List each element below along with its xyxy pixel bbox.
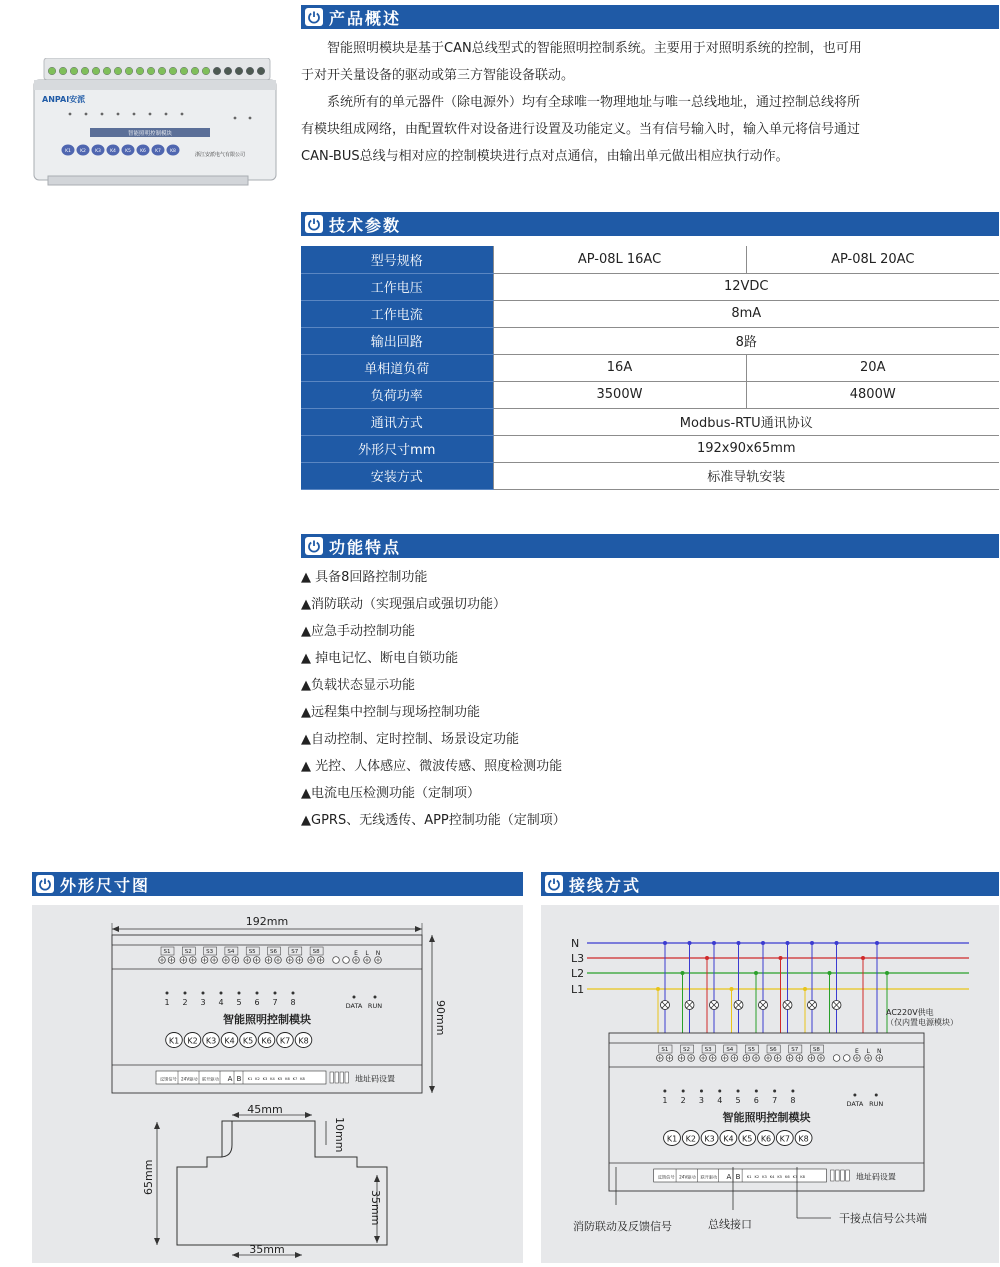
overview-line-1: 智能照明模块是基于CAN总线型式的智能照明控制系统。主要用于对照明系统的控制，也可用 [301,41,862,56]
photo-led [133,113,136,116]
channel-number: 3 [200,998,206,1007]
channel-number: 2 [680,1096,686,1105]
photo-key [152,145,165,156]
spec-row [301,327,999,354]
photo-key-label: K3 [95,149,101,154]
lamp-icon [685,1001,694,1010]
photo-led [234,117,237,120]
spec-row [301,354,999,381]
dry-contact-terminal-label: K1 [247,1077,253,1081]
key-label: K7 [779,1134,790,1144]
terminal-label: S6 [270,949,277,955]
channel-number: 3 [698,1096,705,1105]
bottom-terminal-label: 24V驱动 [181,1076,198,1082]
terminal-label: S4 [726,1047,734,1053]
key-button [277,1033,294,1048]
spec-label: 工作电压 [301,273,493,300]
terminal-label: S6 [769,1047,777,1053]
key-label: K6 [760,1134,772,1144]
spec-label: 工作电流 [301,300,493,327]
photo-led [149,113,152,116]
photo-terminal [125,67,133,75]
feature-item: ▲应急手动控制功能 [301,624,415,639]
dimension-drawing [32,905,523,1263]
photo-key-label: K8 [170,149,176,154]
top-step-label: 10mm [333,1117,346,1153]
photo-terminal [235,67,243,75]
key-button [720,1131,737,1146]
wiring-diagram [541,905,999,1263]
photo-key [92,145,105,156]
dry-contact-terminal-label: K4 [769,1175,775,1179]
key-button [795,1131,812,1146]
photo-terminal [169,67,177,75]
key-label: K1 [666,1134,678,1144]
spec-row [301,246,999,273]
spec-value: 12VDC [493,273,999,300]
photo-key [137,145,150,156]
top-width-label: 45mm [247,1103,283,1116]
channel-number: 1 [662,1096,668,1105]
key-label: K5 [242,1036,254,1046]
ac-note-2: （仅内置电源模块） [886,1018,958,1027]
lamp-icon [710,1001,719,1010]
photo-terminal [147,67,155,75]
photo-terminal [158,67,166,75]
side-label: 35mm [369,1190,382,1226]
photo-key-label: K6 [140,149,146,154]
photo-terminal [202,67,210,75]
feature-item: ▲ 光控、人体感应、微波传感、照度检测功能 [301,759,563,774]
terminal-label: S2 [184,949,192,955]
spec-row [301,408,999,435]
photo-terminal [103,67,111,75]
key-label: K2 [685,1134,696,1144]
photo-led [181,113,184,116]
dry-contact-terminal-label: K4 [270,1077,275,1081]
key-button [203,1033,220,1048]
dry-contact-terminal-label: K6 [285,1077,290,1081]
spec-value: 8mA [493,300,999,327]
bottom-label: 35mm [249,1243,285,1256]
key-label: K7 [279,1036,291,1046]
key-button [295,1033,312,1048]
channel-number: 6 [254,998,260,1007]
terminal-label: S8 [312,949,320,955]
feature-item: ▲ 具备8回路控制功能 [301,570,428,585]
phase-label: L3 [571,952,585,965]
module-name: 智能照明控制模块 [223,1013,311,1026]
feature-item: ▲电流电压检测功能（定制项） [301,786,480,801]
key-label: K5 [742,1134,753,1144]
dry-contact-terminal-label: K7 [292,1077,298,1081]
power-icon [305,8,323,26]
key-button [166,1033,183,1048]
key-label: K1 [168,1036,180,1046]
power-icon [305,537,323,555]
photo-led [249,117,252,120]
channel-number: 7 [772,1096,778,1105]
photo-terminal [59,67,67,75]
spec-value-b: 4800W [746,381,999,408]
channel-number: 7 [272,998,278,1007]
feature-item: ▲远程集中控制与现场控制功能 [301,705,480,720]
bus-terminal-label: B [236,1075,242,1083]
dry-contact-terminal-label: K3 [762,1175,767,1179]
lamp-icon [832,1001,841,1010]
phase-label: L1 [571,983,585,996]
channel-number: 8 [290,998,296,1007]
wiring-panel [541,905,999,1263]
power-icon [36,875,54,893]
dry-contact-terminal-label: K2 [754,1175,760,1179]
photo-terminal [70,67,78,75]
feature-item: ▲ 掉电记忆、断电自锁功能 [301,651,459,666]
overview-line-5: CAN-BUS总线与相对应的控制模块进行点对点通信，由输出单元做出相应执行动作。 [301,149,789,164]
terminal-label: S2 [683,1047,691,1053]
spec-label: 负荷功率 [301,381,493,408]
terminal-label: S3 [206,949,214,955]
lamp-icon [808,1001,817,1010]
power-icon [545,875,563,893]
terminal-label: S7 [291,949,299,955]
dimensions-title: 外形尺寸图 [60,875,151,895]
photo-key [107,145,120,156]
bottom-terminal-label: 联开驱动 [202,1076,219,1082]
photo-led [85,113,88,116]
dry-contact-terminal-label: K8 [800,1175,805,1179]
terminal-label: S5 [747,1047,755,1053]
terminal-label: S1 [163,949,171,955]
features-header [301,534,999,558]
photo-key-label: K2 [80,149,86,154]
overview-header [301,5,999,29]
key-label: K4 [723,1134,734,1144]
specs-title: 技术参数 [329,215,402,235]
photo-terminal [246,67,254,75]
lamp-icon [759,1001,768,1010]
spec-row [301,273,999,300]
photo-terminal [48,67,56,75]
address-setting-label: 地址码设置 [355,1074,395,1084]
power-terminal-label: N [375,950,381,957]
overview-title: 产品概述 [329,8,402,28]
channel-number: 2 [182,998,188,1007]
spec-value: Modbus-RTU通讯协议 [493,408,999,435]
spec-row [301,381,999,408]
dimensions-panel [32,905,523,1263]
terminal-label: S7 [791,1047,799,1053]
bus-terminal-label: A [726,1173,732,1181]
key-button [758,1131,775,1146]
key-label: K4 [224,1036,235,1046]
channel-number: 8 [790,1096,796,1105]
dry-contact-terminal-label: K2 [255,1077,260,1081]
dry-contact-terminal-label: K1 [746,1175,752,1179]
channel-number: 4 [218,998,224,1007]
channel-number: 6 [753,1096,759,1105]
photo-terminal [191,67,199,75]
spec-value-a: 3500W [493,381,746,408]
height-dim-label: 90mm [434,1000,447,1036]
bottom-terminal-label: 反馈信号 [160,1076,177,1082]
spec-value: 标准导轨安装 [493,462,999,489]
wiring-title: 接线方式 [569,875,642,895]
power-icon [305,215,323,233]
spec-label: 单相道负荷 [301,354,493,381]
run-led-label: RUN [367,1002,383,1010]
lamp-icon [783,1001,792,1010]
photo-key [62,145,75,156]
spec-value-b: 20A [746,354,999,381]
dry-contact-terminal-label: K6 [785,1175,790,1179]
photo-terminal [92,67,100,75]
dry-contact-terminal-label: K5 [777,1175,783,1179]
spec-value: 192x90x65mm [493,435,999,462]
key-label: K8 [298,1036,309,1046]
spec-label: 安装方式 [301,462,493,489]
photo-key [122,145,135,156]
bottom-terminal-label: 24V驱动 [679,1174,696,1180]
spec-row [301,435,999,462]
key-button [682,1131,699,1146]
feature-item: ▲负载状态显示功能 [301,678,415,693]
dry-contact-terminal-label: K3 [262,1077,268,1081]
photo-led [69,113,72,116]
dry-contact-label: 干接点信号公共端 [839,1212,927,1225]
photo-led [117,113,120,116]
key-button [221,1033,238,1048]
photo-led [101,113,104,116]
key-button [776,1131,793,1146]
product-photo [30,58,280,188]
power-terminal-label: N [877,1048,882,1055]
lamp-icon [661,1001,670,1010]
terminal-label: S3 [704,1047,712,1053]
key-label: K3 [205,1036,217,1046]
photo-module-label: 智能照明控制模块 [127,131,173,137]
bus-terminal-label: B [735,1173,741,1181]
photo-key-label: K7 [155,149,161,154]
terminal-label: S5 [248,949,256,955]
depth-label: 65mm [142,1159,155,1195]
brand-logo: ANPAI安派 [42,95,86,104]
spec-value-a: AP-08L 16AC [493,246,746,273]
power-terminal-label: E [354,950,358,957]
photo-terminal [81,67,89,75]
channel-number: 4 [717,1096,723,1105]
ac-note-1: AC220V供电 [886,1008,934,1017]
dry-contact-terminal-label: K7 [792,1175,798,1179]
photo-led [165,113,168,116]
bus-terminal-label: A [227,1075,233,1083]
spec-label: 通讯方式 [301,408,493,435]
spec-row [301,300,999,327]
dry-contact-terminal-label: K5 [277,1077,283,1081]
power-terminal-label: L [365,950,369,957]
terminal-label: S8 [812,1047,820,1053]
dimensions-header [32,872,523,896]
phase-label: N [571,937,580,950]
key-label: K8 [798,1134,809,1144]
spec-value-b: AP-08L 20AC [746,246,999,273]
feature-item: ▲自动控制、定时控制、场景设定功能 [301,732,519,747]
photo-key-label: K1 [65,149,71,154]
data-led-label: DATA [846,1100,864,1108]
photo-key-label: K5 [125,149,131,154]
fire-signal-label: 消防联动及反馈信号 [573,1220,672,1233]
overview-line-2: 于对开关量设备的驱动或第三方智能设备联动。 [301,68,575,83]
photo-terminal [213,67,221,75]
spec-label: 型号规格 [301,246,493,273]
channel-number: 5 [236,998,242,1007]
width-dim-label: 192mm [245,915,289,928]
feature-item: ▲GPRS、无线透传、APP控制功能（定制项） [301,813,566,828]
bus-interface-label: 总线接口 [708,1218,752,1231]
dry-contact-terminal-label: K8 [300,1077,305,1081]
wiring-header [541,872,999,896]
module-name: 智能照明控制模块 [722,1111,811,1124]
key-button [258,1033,275,1048]
bottom-terminal-label: 反馈信号 [657,1174,675,1180]
power-terminal-label: E [855,1048,859,1055]
overview-line-3: 系统所有的单元器件（除电源外）均有全球唯一物理地址与唯一总线地址，通过控制总线将所 [301,95,861,110]
photo-terminal [224,67,232,75]
photo-key [167,145,180,156]
address-setting-label: 地址码设置 [855,1172,896,1182]
channel-number: 5 [735,1096,741,1105]
terminal-label: S1 [661,1047,669,1053]
spec-label: 外形尺寸mm [301,435,493,462]
phase-label: L2 [571,967,585,980]
key-button [184,1033,201,1048]
photo-terminal [257,67,265,75]
key-button [240,1033,257,1048]
lamp-icon [734,1001,743,1010]
photo-terminal [180,67,188,75]
specs-header [301,212,999,236]
spec-row [301,462,999,489]
data-led-label: DATA [345,1002,363,1010]
key-button [739,1131,756,1146]
key-label: K3 [704,1134,715,1144]
terminal-label: S4 [227,949,235,955]
photo-key-label: K4 [110,149,116,154]
overview-line-4: 有模块组成网络，由配置软件对设备进行设置及功能定义。当有信号输入时，输入单元将信号通过 [301,122,861,137]
spec-value: 8路 [493,327,999,354]
features-title: 功能特点 [329,537,402,557]
bottom-terminal-label: 联开驱动 [700,1174,718,1180]
photo-company: 浙江安派电气有限公司 [195,152,246,158]
key-label: K2 [187,1036,198,1046]
photo-key [77,145,90,156]
run-led-label: RUN [869,1100,884,1108]
spec-label: 输出回路 [301,327,493,354]
channel-number: 1 [164,998,170,1007]
key-button [701,1131,718,1146]
power-terminal-label: L [866,1048,870,1055]
photo-terminal [114,67,122,75]
key-button [664,1131,681,1146]
spec-table [301,246,999,490]
key-label: K6 [261,1036,272,1046]
feature-item: ▲消防联动（实现强启或强切功能） [301,597,506,612]
spec-value-a: 16A [493,354,746,381]
photo-terminal [136,67,144,75]
